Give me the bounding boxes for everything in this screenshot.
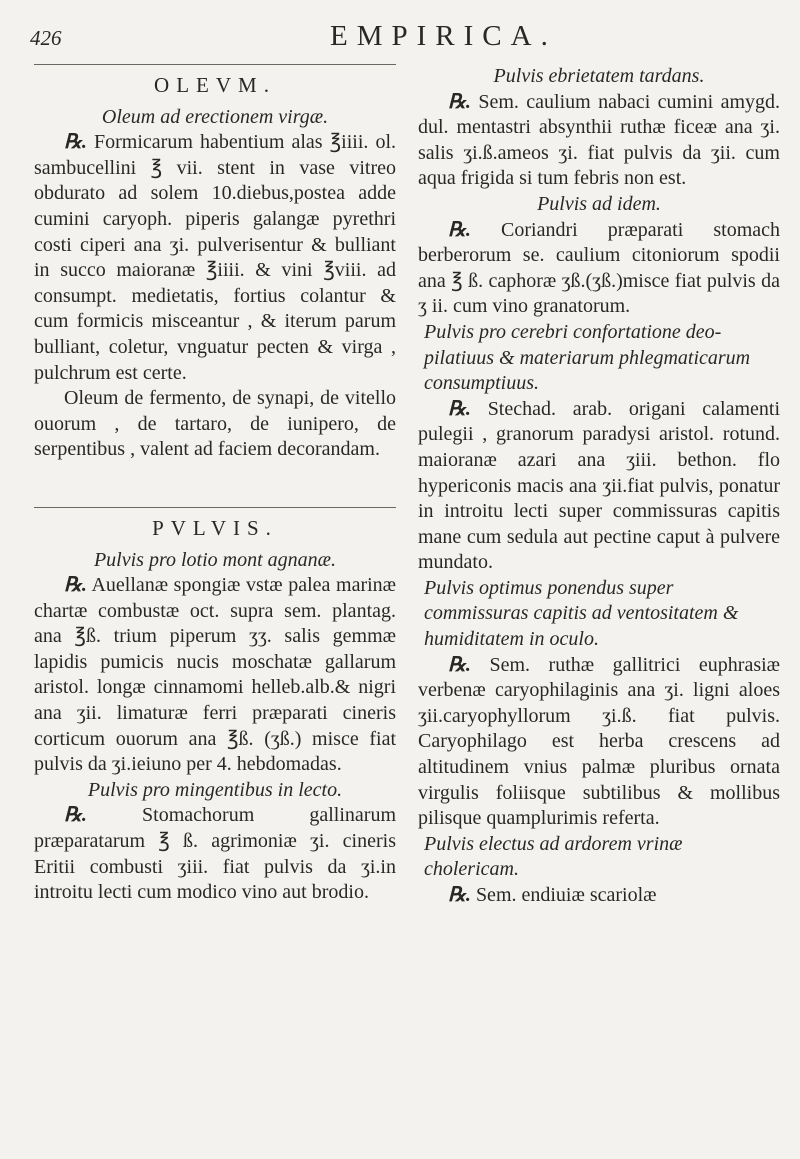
recipe-text: Formicarum habentium alas ℥iiii. ol. sambucellini ℥ vii. stent in vase vitreo obdurato ad solem 10.diebus,postea adde cumini caryoph. piperis galangæ pyrethri costi ciperi ana ʒi. pulverisentur & bulliant in succo maioranæ ℥iiii. & vini ℥viii. ad consumpt. medietatis, fortius colantur & cum formicis misceantur , & iterum parum bulliant, coletur, vnguatur pecten & virga , pulchrum est certe. (34, 131, 396, 384)
recipe-body (418, 218, 780, 320)
recipe-title: Pulvis ebrietatem tardans. (493, 65, 705, 87)
recipe-text: Stechad. arab. origani calamenti pulegii , granorum paradysi aristol. rotund. maioranæ azari ana ʒiii. bethon. flo hypericonis macis ana ʒii.fiat pulvis, ponatur in introitu lecti super commissuras capitis mane cum sedula aut pectine caput à pulvere mundato. (418, 397, 781, 574)
section-title-oleum: OLEVM. (154, 73, 276, 97)
recipe-symbol: ℞. (448, 884, 471, 906)
recipe-body (418, 883, 780, 909)
recipe-symbol: ℞. (64, 804, 87, 827)
recipe-symbol: ℞. (448, 653, 471, 676)
recipe-title: Pulvis pro mingentibus in lecto. (87, 778, 343, 801)
section-rule (34, 64, 396, 65)
recipe-text: Coriandri præparati stomach berberorum se. caulium citoniorum spodii ana ℥ ß. caphoræ ʒß.(ʒß.)misce fiat pulvis da ʒ ii. cum vino granatorum. (418, 218, 780, 318)
recipe-body (418, 653, 780, 832)
recipe-title: Pulvis pro lotio mont agnanæ. (93, 548, 337, 571)
recipe-symbol: ℞. (64, 574, 87, 597)
section-title-pulvis: PVLVIS. (152, 515, 278, 540)
recipe-body (418, 397, 780, 576)
left-column (34, 64, 396, 906)
recipe-text: Auellanæ spongiæ vstæ palea marinæ chartæ combustæ oct. supra sem. plantag. ana ℥ß. trium piperum ʒʒ. salis gemmæ lapidis pumicis nucis moschatæ gallarum aristol. longæ cinnamomi helleb.alb.& nigri ana ʒii. limaturæ ferri præparati cineris corticum ouorum ana ℥ß. (ʒß.) misce fiat pulvis da ʒi.ieiuno per 4. hebdomadas. (34, 574, 396, 776)
recipe-title: Pulvis ad idem. (537, 192, 661, 215)
running-title: EMPIRICA. (330, 20, 557, 52)
section-rule (34, 507, 396, 508)
recipe-text: Stomachorum gallinarum præparatarum ℥ ß. agrimoniæ ʒi. cineris Eritii combusti ʒiii. fiat pulvis da ʒi.in introitu lecti cum modico vino aut brodio. (34, 804, 396, 904)
recipe-symbol: ℞. (448, 397, 471, 420)
recipe-title: Pulvis electus ad ardorem vrinæ cholericam. (424, 832, 683, 881)
recipe-symbol: ℞. (448, 90, 471, 113)
recipe-title: Pulvis pro cerebri confortatione deo-pilatiuus & materiarum phlegmaticarum consumptiuus. (424, 320, 751, 395)
recipe-text: Sem. ruthæ gallitrici euphrasiæ verbenæ caryophilaginis ana ʒi. ligni aloes ʒii.caryophyllorum ʒi.ß. fiat pulvis. Caryophilago est herba crescens ad altitudinem vnius palmæ pluribus ornata virgulis foliisque subtilibus & mollibus pilisque quamplurimis referta. (418, 653, 780, 830)
right-column (418, 64, 780, 909)
recipe-title: Pulvis optimus ponendus super commissuras capitis ad ventositatem & humiditatem in oculo. (424, 576, 739, 651)
recipe-body (34, 573, 396, 778)
recipe-note: Oleum de fermento, de synapi, de vitello ouorum , de tartaro, de iunipero, de serpentibus , valent ad faciem decorandam. (34, 387, 396, 461)
recipe-body (34, 130, 396, 386)
recipe-title: Oleum ad erectionem virgæ. (101, 105, 329, 128)
recipe-symbol: ℞. (64, 131, 87, 154)
recipe-body (418, 90, 780, 192)
recipe-text: Sem. caulium nabaci cumini amygd. dul. mentastri absynthii ruthæ ficeæ ana ʒi. salis ʒi.ß.ameos ʒi. fiat pulvis da ʒii. cum aqua frigida si tum febris non est. (418, 90, 781, 190)
running-head (0, 20, 800, 56)
recipe-body (34, 803, 396, 905)
recipe-text: Sem. endiuiæ scariolæ (475, 884, 657, 906)
page-number: 426 (30, 26, 62, 50)
recipe-symbol: ℞. (448, 218, 471, 241)
